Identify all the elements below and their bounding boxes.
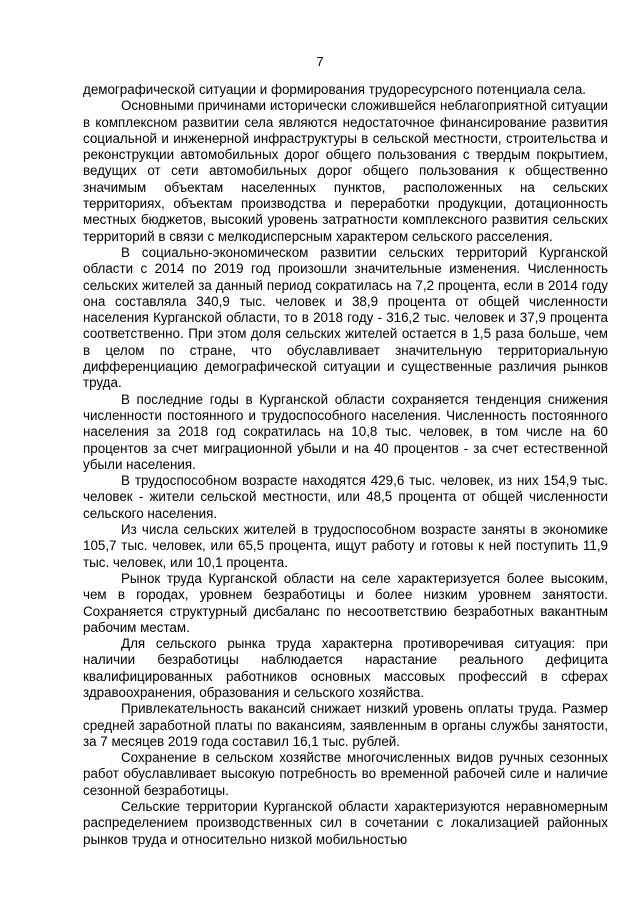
- paragraph-labor-market: Рынок труда Курганской области на селе характеризуется более высоким, чем в городах, уровнем безработицы и более низким уровнем занятости. Сохраняется структурный дисбаланс по несоответствию безработных вакантным рабочим местам.: [83, 570, 608, 635]
- paragraph-wages: Привлекательность вакансий снижает низкий уровень оплаты труда. Размер средней заработной платы по вакансиям, заявленным в органы службы занятости, за 7 месяцев 2019 года составил 16,1 тыс. рублей.: [83, 701, 608, 749]
- paragraph-working-age: В трудоспособном возрасте находятся 429,6 тыс. человек, из них 154,9 тыс. человек - жители сельской местности, или 48,5 процента от общей численности сельского населения.: [83, 473, 608, 521]
- paragraph-continuation: демографической ситуации и формирования трудоресурсного потенциала села.: [83, 82, 587, 97]
- paragraph-socio-economic: В социально-экономическом развитии сельских территорий Курганской области с 2014 по 2019 год произошли значительные изменения. Численность сельских жителей за данный период сократилась на 7,2 процента, если в 2014 году она составляла 340,9 тыс. человек и 38,9 процента от общей численности населения Курганской области, то в 2018 году - 316,2 тыс. человек и 37,9 процента соответственно. При этом доля сельских жителей остается в 1,5 раза больше, чем в целом по стране, что обуславливает значительную территориальную дифференциацию демографической ситуации и существенные различия рынков труда.: [83, 244, 608, 391]
- body-text: [83, 82, 608, 848]
- page-number: 7: [316, 54, 324, 69]
- paragraph-causes: Основными причинами исторически сложившейся неблагоприятной ситуации в комплексном развитии села являются недостаточное финансирование развития социальной и инженерной инфраструктуры в сельской местности, строительства и реконструкции автомобильных дорог общего пользования с твердым покрытием, ведущих от сети автомобильных дорог общего пользования к общественно значимым объектам населенных пунктов, расположенных на сельских территориях, объектам производства и переработки продукции, дотационность местных бюджетов, высокий уровень затратности комплексного развития сельских территорий в связи с мелкодисперсным характером сельского расселения.: [83, 98, 608, 244]
- paragraph-rural-territories: Сельские территории Курганской области характеризуются неравномерным распределением производственных сил в сочетании с локализацией районных рынков труда и относительно низкой мобильностью: [83, 799, 608, 847]
- paragraph-contradictory-situation: Для сельского рынка труда характерна противоречивая ситуация: при наличии безработицы наблюдается нарастание реального дефицита квалифицированных работников основных массовых профессий в сферах здравоохранения, образования и сельского хозяйства.: [83, 636, 608, 700]
- paragraph-employment: Из числа сельских жителей в трудоспособном возрасте заняты в экономике 105,7 тыс. человек, или 65,5 процента, ищут работу и готовы к ней поступить 11,9 тыс. человек, или 10,1 процента.: [83, 522, 608, 570]
- paragraph-population-trend: В последние годы в Курганской области сохраняется тенденция снижения численности постоянного и трудоспособного населения. Численность постоянного населения за 2018 год сократилась на 10,8 тыс. человек, в том числе на 60 процентов за счет миграционной убыли и на 40 процентов - за счет естественной убыли населения.: [83, 391, 608, 472]
- paragraph-seasonal-work: Сохранение в сельском хозяйстве многочисленных видов ручных сезонных работ обуславливает высокую потребность во временной рабочей силе и наличие сезонной безработицы.: [83, 750, 608, 798]
